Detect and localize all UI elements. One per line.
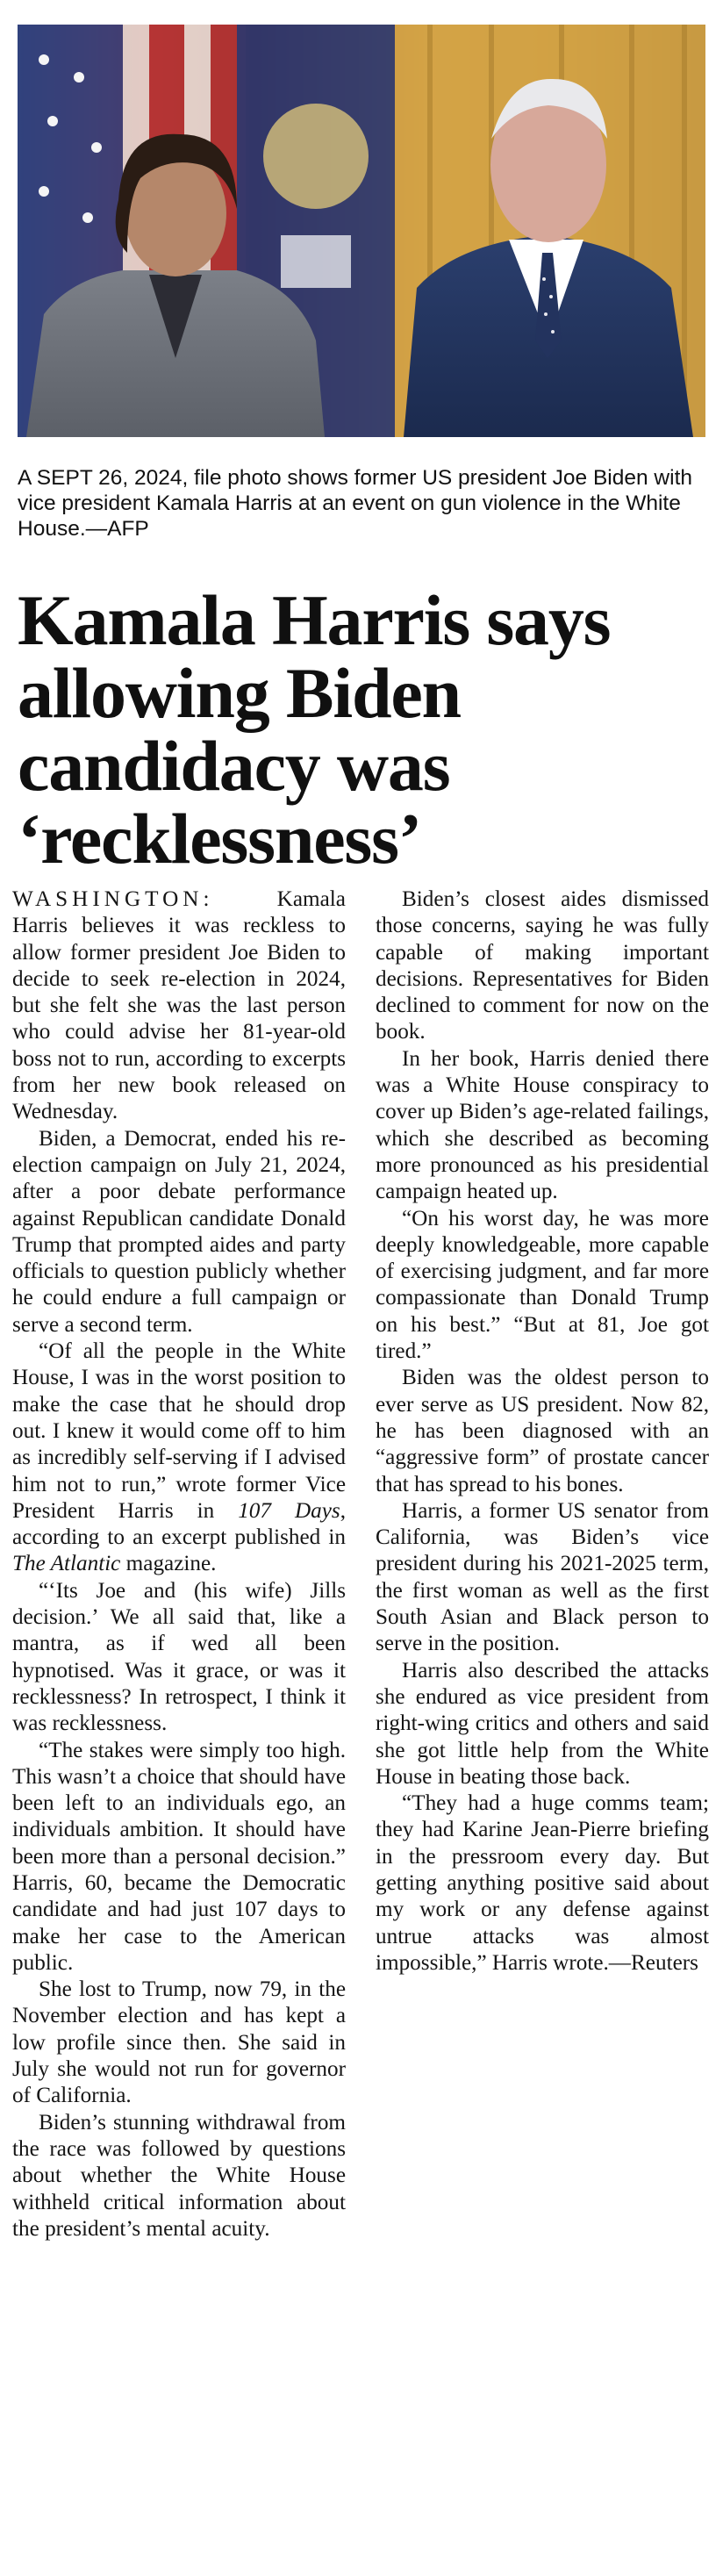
headline bbox=[18, 580, 705, 879]
news-photo bbox=[18, 25, 705, 437]
article-paragraph: “On his worst day, he was more deeply knowledgeable, more capable of exercising judgment, and far more compassionate than Donald Trump on his best.” “But at 81, Joe got tired.” bbox=[376, 1206, 709, 1364]
article-paragraph: Harris, a former US senator from California, was Biden’s vice president during his 2021-2025 term, the first woman as well as the first South Asian and Black person to serve in the position. bbox=[376, 1498, 709, 1656]
paragraph-text: “Of all the people in the White House, I was in the worst position to make the case that he should drop out. I knew it would come off to him as incredibly self-serving if I advised him not to run,” wrote former Vice President Harris in bbox=[12, 1339, 346, 1523]
headline-line: allowing Biden bbox=[18, 653, 461, 733]
article-paragraph: Biden’s closest aides dismissed those concerns, saying he was fully capable of making important decisions. Representatives for Biden declined to comment for now on the book. bbox=[376, 887, 709, 1044]
headline-line: ‘recklessness’ bbox=[18, 799, 421, 879]
paragraph-text: magazine. bbox=[120, 1552, 217, 1576]
paragraph-text: Kamala Harris believes it was reckless to allow former president Joe Biden to decide to seek re-election in 2024, but she felt she was the last person who could advise her 81-year-old boss not to run, according to excerpts from her new book released on Wednesday. bbox=[12, 887, 346, 1124]
article-paragraph: “They had a huge comms team; they had Karine Jean-Pierre briefing in the pressroom every day. But getting anything positive said about my work or any defense against untrue attacks was almost impossible,” Harris wrote.—Reuters bbox=[376, 1791, 709, 1975]
article-paragraph bbox=[12, 1338, 346, 1578]
article-paragraph: Harris also described the attacks she endured as vice president from right-wing critics and others and said she got little help from the White House in beating those back. bbox=[376, 1658, 709, 1789]
photo-icon bbox=[18, 25, 705, 437]
article-paragraph: She lost to Trump, now 79, in the November election and has kept a low profile since then. She said in July she would not run for governor of California. bbox=[12, 1977, 346, 2108]
dateline: WASHINGTON: bbox=[12, 887, 214, 911]
article-paragraph: In her book, Harris denied there was a White House conspiracy to cover up Biden’s age-related failings, which she described as becoming more pronounced as his presidential campaign heated up. bbox=[376, 1046, 709, 1204]
paragraph-text: , according to an excerpt published in bbox=[12, 1498, 346, 1550]
article-paragraph bbox=[12, 886, 346, 1126]
photo-caption: A SEPT 26, 2024, file photo shows former US president Joe Biden with vice president Kamala Harris at an event on gun violence in the White House.—AFP bbox=[18, 466, 692, 541]
article-column-left bbox=[12, 886, 346, 2576]
article-column-right bbox=[376, 886, 709, 2576]
article-paragraph: “‘Its Joe and (his wife) Jills decision.’ We all said that, like a mantra, as if wed all been hypnotised. Was it grace, or was it recklessness? In retrospect, I think it was recklessness. bbox=[12, 1578, 346, 1736]
article-paragraph: Biden’s stunning withdrawal from the race was followed by questions about whether the White House withheld critical information about the president’s mental acuity. bbox=[12, 2110, 346, 2241]
article-paragraph: “The stakes were simply too high. This wasn’t a choice that should have been left to an individuals ego, an individuals ambition. It should have been more than a personal decision.” Harris, 60, became the Democratic candidate and had just 107 days to make her case to the American public. bbox=[12, 1738, 346, 1975]
article-paragraph: Biden was the oldest person to ever serve as US president. Now 82, he has been diagnosed with an “aggressive form” of prostate cancer that has spread to his bones. bbox=[376, 1366, 709, 1496]
article-paragraph: Biden, a Democrat, ended his re-election campaign on July 21, 2024, after a poor debate performance against Republican candidate Donald Trump that prompted aides and party officials to question publicly whether he could endure a full campaign or serve a second term. bbox=[12, 1126, 346, 1337]
magazine-title: The Atlantic bbox=[12, 1552, 121, 1576]
headline-line: Kamala Harris says bbox=[18, 580, 611, 660]
headline-line: candidacy was bbox=[18, 726, 450, 806]
book-title: 107 Days bbox=[238, 1498, 340, 1523]
